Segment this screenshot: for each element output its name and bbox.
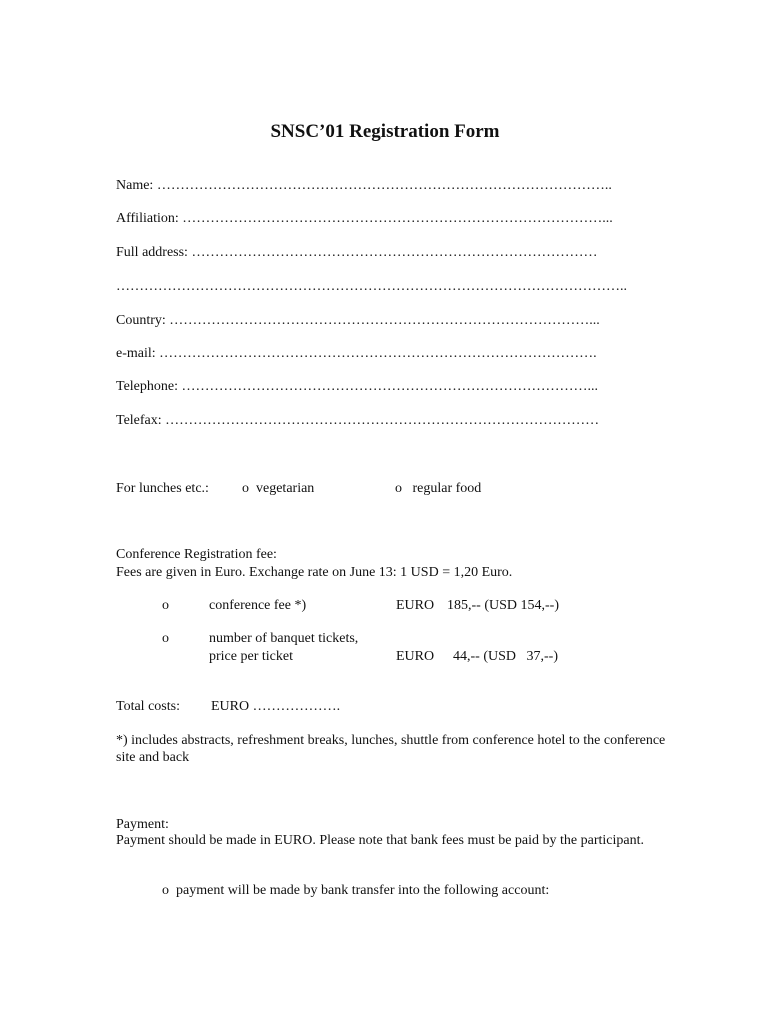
bank-transfer-checkbox[interactable]: o	[162, 883, 169, 898]
conference-fee-currency: EURO	[396, 598, 435, 613]
banquet-label-line2: price per ticket	[209, 649, 293, 664]
email-field[interactable]: e-mail: ………………………………………………………………………………….	[116, 346, 597, 361]
conference-fee-checkbox[interactable]: o	[162, 598, 169, 613]
lunch-label: For lunches etc.:	[116, 481, 209, 496]
banquet-currency: EURO	[396, 649, 435, 664]
total-costs-value[interactable]: EURO ……………….	[211, 699, 341, 714]
payment-text: Payment should be made in EURO. Please note that bank fees must be paid by the participant.	[116, 833, 644, 848]
telefax-field[interactable]: Telefax: …………………………………………………………………………………	[116, 413, 600, 428]
vegetarian-checkbox[interactable]: o	[242, 481, 249, 496]
regular-food-label: regular food	[412, 481, 482, 496]
telephone-field[interactable]: Telephone: ……………………………………………………………………………...	[116, 379, 598, 394]
total-costs-label: Total costs:	[116, 699, 180, 714]
banquet-price: 44,-- (USD 37,--)	[453, 649, 558, 664]
name-field[interactable]: Name: ……………………………………………………………………………………..	[116, 178, 612, 193]
fee-heading: Conference Registration fee:	[116, 547, 277, 562]
conference-fee-price: 185,-- (USD 154,--)	[447, 598, 559, 613]
full-address-field[interactable]: Full address: ……………………………………………………………………………	[116, 245, 598, 260]
banquet-label-line1: number of banquet tickets,	[209, 631, 359, 646]
regular-food-checkbox[interactable]: o	[395, 481, 402, 496]
payment-heading: Payment:	[116, 817, 169, 832]
regular-food-option[interactable]	[395, 480, 481, 497]
fee-footnote: *) includes abstracts, refreshment breaks, lunches, shuttle from conference hotel to the conference site and back	[116, 733, 666, 765]
country-field[interactable]: Country: ………………………………………………………………………………...	[116, 313, 600, 328]
vegetarian-label: vegetarian	[256, 481, 315, 496]
banquet-checkbox[interactable]: o	[162, 631, 169, 646]
page-title: SNSC’01 Registration Form	[270, 121, 500, 142]
conference-fee-label: conference fee *)	[209, 598, 307, 613]
bank-transfer-label: payment will be made by bank transfer into the following account:	[176, 883, 550, 898]
affiliation-field[interactable]: Affiliation: ………………………………………………………………………………...	[116, 211, 613, 226]
vegetarian-option[interactable]	[242, 480, 314, 497]
bank-transfer-option[interactable]	[162, 882, 549, 899]
address-line2-field[interactable]: ………………………………………………………………………………………………..	[116, 279, 627, 294]
fee-note: Fees are given in Euro. Exchange rate on June 13: 1 USD = 1,20 Euro.	[116, 565, 513, 580]
